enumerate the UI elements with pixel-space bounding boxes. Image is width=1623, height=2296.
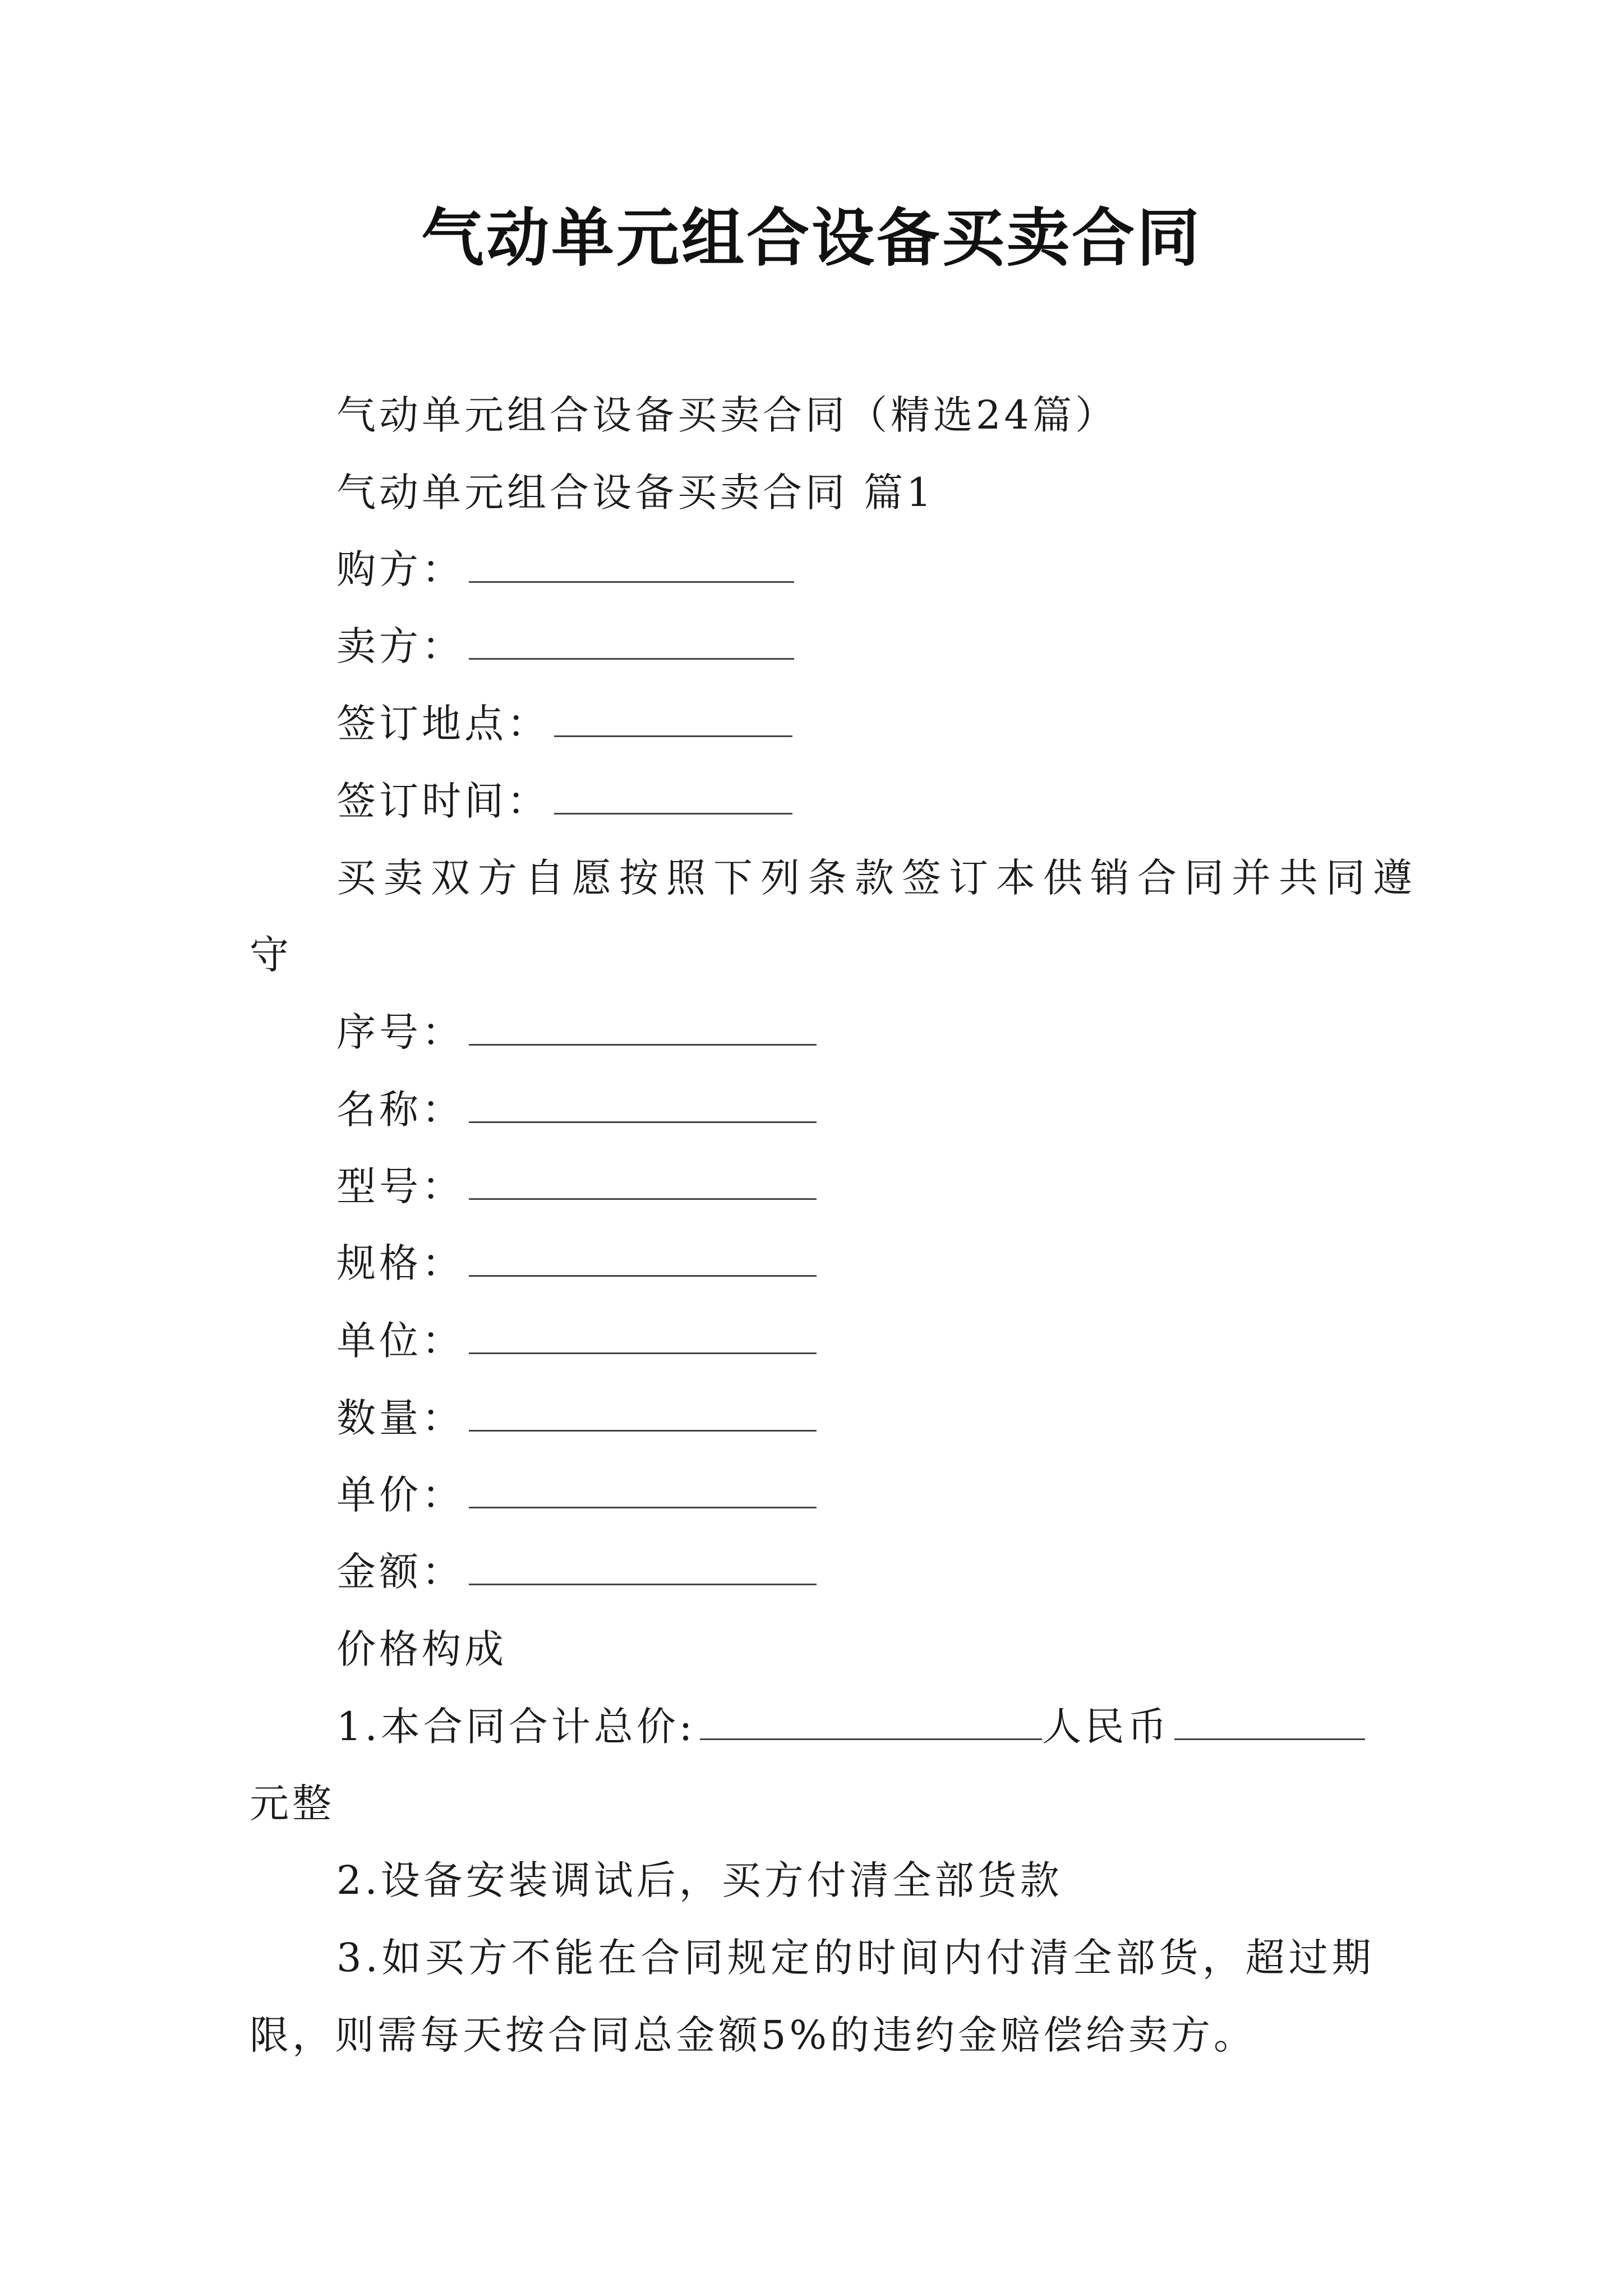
unit-label: 单位： <box>336 1318 464 1364</box>
spec-blank <box>469 1241 817 1277</box>
name-blank <box>469 1088 817 1123</box>
time-row <box>336 773 792 829</box>
amount-blank <box>469 1550 817 1585</box>
amount-label: 金额： <box>336 1549 464 1595</box>
document-subtitle: 气动单元组合设备买卖合同（精选24篇） <box>336 392 1118 438</box>
serial-row <box>336 1004 817 1060</box>
document-title: 气动单元组合设备买卖合同 <box>421 202 1202 275</box>
time-blank <box>554 779 792 815</box>
quantity-blank <box>469 1396 817 1432</box>
serial-blank <box>469 1010 817 1046</box>
unit-row <box>336 1313 817 1369</box>
unit-price-label: 单价： <box>336 1472 464 1518</box>
unit-blank <box>469 1319 817 1354</box>
name-row <box>336 1082 817 1138</box>
rmb-label: 人民币 <box>1042 1704 1170 1750</box>
model-row <box>336 1158 817 1214</box>
price-heading: 价格构成 <box>336 1626 507 1672</box>
buyer-row <box>336 541 794 597</box>
quantity-label: 数量： <box>336 1395 464 1441</box>
rmb-blank <box>1174 1705 1365 1740</box>
spec-label: 规格： <box>336 1240 464 1286</box>
model-blank <box>469 1165 817 1200</box>
amount-row <box>336 1544 817 1600</box>
intro-line-1: 买卖双方自愿按照下列条款签订本供销合同并共同遵 <box>336 855 1420 901</box>
model-label: 型号： <box>336 1163 464 1209</box>
place-blank <box>554 702 792 737</box>
total-price-suffix: 元整 <box>250 1780 335 1826</box>
buyer-blank <box>469 547 794 583</box>
total-price-row <box>336 1699 1365 1755</box>
serial-label: 序号： <box>336 1009 464 1055</box>
buyer-label: 购方： <box>336 546 464 592</box>
name-label: 名称： <box>336 1087 464 1133</box>
penalty-clause-line-1: 3.如买方不能在合同规定的时间内付清全部货，超过期 <box>336 1935 1375 1981</box>
seller-row <box>336 618 794 674</box>
penalty-clause-line-2: 限，则需每天按合同总金额5%的违约金赔偿给卖方。 <box>250 2012 1257 2058</box>
place-row <box>336 696 792 752</box>
unit-price-blank <box>469 1473 817 1508</box>
spec-row <box>336 1235 817 1291</box>
intro-line-2: 守 <box>250 932 292 978</box>
time-label: 签订时间： <box>336 778 550 824</box>
section-heading: 气动单元组合设备买卖合同 篇1 <box>336 470 935 516</box>
seller-blank <box>469 624 794 660</box>
unit-price-row <box>336 1467 817 1523</box>
payment-clause: 2.设备安装调试后，买方付清全部货款 <box>336 1857 1063 1903</box>
quantity-row <box>336 1390 817 1446</box>
place-label: 签订地点： <box>336 701 550 747</box>
total-price-label: 1.本合同合计总价: <box>336 1704 696 1750</box>
total-price-blank <box>700 1705 1042 1740</box>
seller-label: 卖方： <box>336 623 464 669</box>
